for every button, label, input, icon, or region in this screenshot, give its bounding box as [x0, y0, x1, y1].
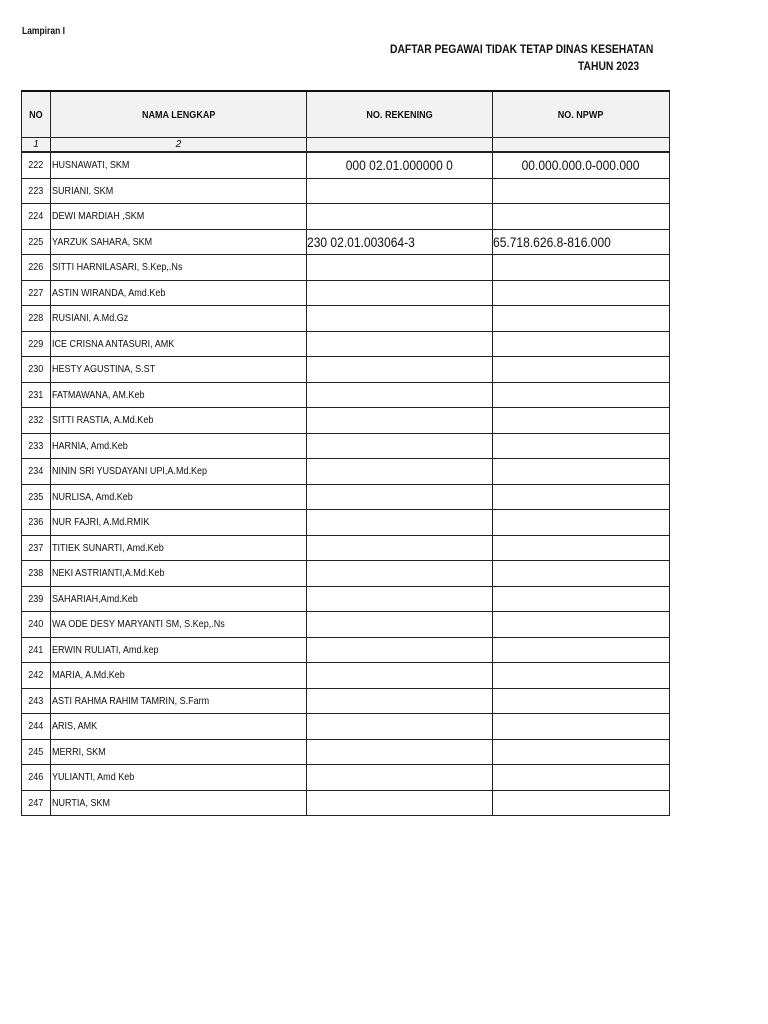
cell-no-npwp[interactable]: [493, 178, 670, 204]
cell-no-npwp[interactable]: [493, 306, 670, 332]
table-row: [22, 459, 670, 485]
cell-no-npwp[interactable]: [493, 739, 670, 765]
cell-no-rekening[interactable]: [307, 765, 493, 791]
cell-no-npwp[interactable]: [493, 586, 670, 612]
cell-nama-lengkap[interactable]: NURLISA, Amd.Keb: [51, 484, 307, 510]
cell-no[interactable]: 246: [22, 765, 51, 791]
cell-nama-lengkap[interactable]: NININ SRI YUSDAYANI UPI,A.Md.Kep: [51, 459, 307, 485]
cell-no[interactable]: 247: [22, 790, 51, 816]
table-row: [22, 765, 670, 791]
column-index-1: 1: [22, 138, 51, 153]
employee-table: [21, 90, 670, 816]
table-row: [22, 739, 670, 765]
cell-nama-lengkap[interactable]: TITIEK SUNARTI, Amd.Keb: [51, 535, 307, 561]
cell-nama-lengkap[interactable]: HARNIA, Amd.Keb: [51, 433, 307, 459]
cell-no[interactable]: 245: [22, 739, 51, 765]
cell-no[interactable]: 239: [22, 586, 51, 612]
cell-nama-lengkap[interactable]: ASTIN WIRANDA, Amd.Keb: [51, 280, 307, 306]
cell-no[interactable]: 222: [22, 152, 51, 178]
cell-nama-lengkap[interactable]: HESTY AGUSTINA, S.ST: [51, 357, 307, 383]
cell-no-npwp[interactable]: [493, 433, 670, 459]
cell-no-npwp[interactable]: [493, 637, 670, 663]
table-row: [22, 255, 670, 281]
cell-no-npwp[interactable]: [493, 612, 670, 638]
cell-nama-lengkap[interactable]: NUR FAJRI, A.Md.RMIK: [51, 510, 307, 536]
table-row: [22, 790, 670, 816]
cell-no-npwp[interactable]: [493, 204, 670, 230]
table-row: [22, 637, 670, 663]
cell-nama-lengkap[interactable]: ICE CRISNA ANTASURI, AMK: [51, 331, 307, 357]
table-row: [22, 152, 670, 178]
cell-no-rekening[interactable]: 230 02.01.003064-3: [307, 229, 493, 255]
cell-no-rekening[interactable]: 000 02.01.000000 0: [307, 152, 493, 178]
table-row: [22, 382, 670, 408]
table-row: [22, 561, 670, 587]
cell-no-rekening[interactable]: [307, 459, 493, 485]
cell-no-npwp[interactable]: [493, 459, 670, 485]
lampiran-label: Lampiran I: [22, 26, 65, 37]
table-row: [22, 229, 670, 255]
cell-no[interactable]: 241: [22, 637, 51, 663]
cell-no-rekening[interactable]: [307, 790, 493, 816]
cell-no-rekening[interactable]: [307, 306, 493, 332]
cell-no[interactable]: 244: [22, 714, 51, 740]
cell-no-rekening[interactable]: [307, 408, 493, 434]
cell-no[interactable]: 225: [22, 229, 51, 255]
cell-no[interactable]: 234: [22, 459, 51, 485]
cell-no-npwp[interactable]: 65.718.626.8-816.000: [493, 229, 670, 255]
table-row: [22, 280, 670, 306]
cell-no-rekening[interactable]: [307, 484, 493, 510]
table-row: [22, 433, 670, 459]
cell-nama-lengkap[interactable]: MARIA, A.Md.Keb: [51, 663, 307, 689]
cell-no[interactable]: 235: [22, 484, 51, 510]
column-header-no-npwp: NO. NPWP: [493, 91, 670, 138]
cell-no[interactable]: 228: [22, 306, 51, 332]
cell-no[interactable]: 240: [22, 612, 51, 638]
cell-no[interactable]: 223: [22, 178, 51, 204]
cell-nama-lengkap[interactable]: SITTI HARNILASARI, S.Kep,.Ns: [51, 255, 307, 281]
cell-no-npwp[interactable]: [493, 280, 670, 306]
cell-no-rekening[interactable]: [307, 280, 493, 306]
table-row: [22, 663, 670, 689]
cell-no-rekening[interactable]: [307, 331, 493, 357]
cell-no[interactable]: 230: [22, 357, 51, 383]
cell-no[interactable]: 224: [22, 204, 51, 230]
table-row: [22, 408, 670, 434]
cell-no-rekening[interactable]: [307, 255, 493, 281]
cell-no-rekening[interactable]: [307, 714, 493, 740]
cell-no-rekening[interactable]: [307, 612, 493, 638]
cell-no-npwp[interactable]: [493, 357, 670, 383]
cell-no-npwp[interactable]: [493, 561, 670, 587]
cell-nama-lengkap[interactable]: HUSNAWATI, SKM: [51, 152, 307, 178]
document-title: DAFTAR PEGAWAI TIDAK TETAP DINAS KESEHATAN: [390, 42, 654, 56]
table-row: [22, 331, 670, 357]
cell-no-rekening[interactable]: [307, 178, 493, 204]
cell-nama-lengkap[interactable]: NEKI ASTRIANTI,A.Md.Keb: [51, 561, 307, 587]
cell-no[interactable]: 226: [22, 255, 51, 281]
cell-no[interactable]: 229: [22, 331, 51, 357]
cell-no-npwp[interactable]: [493, 535, 670, 561]
cell-no-npwp[interactable]: [493, 714, 670, 740]
table-row: [22, 612, 670, 638]
cell-nama-lengkap[interactable]: MERRI, SKM: [51, 739, 307, 765]
cell-nama-lengkap[interactable]: SAHARIAH,Amd.Keb: [51, 586, 307, 612]
table-row: [22, 357, 670, 383]
cell-no-npwp[interactable]: [493, 510, 670, 536]
cell-no-npwp[interactable]: [493, 765, 670, 791]
cell-no-rekening[interactable]: [307, 663, 493, 689]
table-row: [22, 306, 670, 332]
column-header-nama-lengkap: NAMA LENGKAP: [51, 91, 307, 138]
cell-no-rekening[interactable]: [307, 688, 493, 714]
cell-no-rekening[interactable]: [307, 510, 493, 536]
cell-no-rekening[interactable]: [307, 637, 493, 663]
column-index-4: [493, 138, 670, 153]
cell-no-rekening[interactable]: [307, 357, 493, 383]
cell-no-npwp[interactable]: 00.000.000.0-000.000: [493, 152, 670, 178]
cell-no[interactable]: 236: [22, 510, 51, 536]
cell-no[interactable]: 238: [22, 561, 51, 587]
cell-no[interactable]: 231: [22, 382, 51, 408]
cell-no-rekening[interactable]: [307, 586, 493, 612]
table-row: [22, 204, 670, 230]
cell-no[interactable]: 242: [22, 663, 51, 689]
cell-no-rekening[interactable]: [307, 382, 493, 408]
table-row: [22, 178, 670, 204]
column-index-row: [22, 138, 670, 153]
table-row: [22, 510, 670, 536]
cell-nama-lengkap[interactable]: WA ODE DESY MARYANTI SM, S.Kep,.Ns: [51, 612, 307, 638]
cell-no-npwp[interactable]: [493, 255, 670, 281]
cell-nama-lengkap[interactable]: ERWIN RULIATI, Amd.kep: [51, 637, 307, 663]
table-header-row: [22, 91, 670, 138]
cell-no-rekening[interactable]: [307, 739, 493, 765]
column-header-no-rekening: NO. REKENING: [307, 91, 493, 138]
cell-no-npwp[interactable]: [493, 688, 670, 714]
cell-nama-lengkap[interactable]: DEWI MARDIAH ,SKM: [51, 204, 307, 230]
table-row: [22, 586, 670, 612]
cell-no-npwp[interactable]: [493, 663, 670, 689]
cell-no[interactable]: 243: [22, 688, 51, 714]
document-year: TAHUN 2023: [578, 59, 640, 73]
column-index-3: [307, 138, 493, 153]
cell-no-rekening[interactable]: [307, 433, 493, 459]
cell-no[interactable]: 232: [22, 408, 51, 434]
column-header-no: NO: [22, 91, 51, 138]
cell-no-npwp[interactable]: [493, 382, 670, 408]
table-row: [22, 714, 670, 740]
cell-no[interactable]: 227: [22, 280, 51, 306]
cell-no-npwp[interactable]: [493, 331, 670, 357]
cell-no-rekening[interactable]: [307, 561, 493, 587]
cell-no-rekening[interactable]: [307, 535, 493, 561]
table-row: [22, 484, 670, 510]
cell-nama-lengkap[interactable]: FATMAWANA, AM.Keb: [51, 382, 307, 408]
cell-nama-lengkap[interactable]: SITTI RASTIA, A.Md.Keb: [51, 408, 307, 434]
cell-nama-lengkap[interactable]: YARZUK SAHARA, SKM: [51, 229, 307, 255]
cell-no-rekening[interactable]: [307, 204, 493, 230]
cell-no[interactable]: 233: [22, 433, 51, 459]
cell-nama-lengkap[interactable]: SURIANI, SKM: [51, 178, 307, 204]
cell-nama-lengkap[interactable]: RUSIANI, A.Md.Gz: [51, 306, 307, 332]
cell-no-npwp[interactable]: [493, 408, 670, 434]
cell-nama-lengkap[interactable]: NURTIA, SKM: [51, 790, 307, 816]
cell-nama-lengkap[interactable]: ARIS, AMK: [51, 714, 307, 740]
table-row: [22, 535, 670, 561]
column-index-2: 2: [51, 138, 307, 153]
cell-no[interactable]: 237: [22, 535, 51, 561]
cell-no-npwp[interactable]: [493, 484, 670, 510]
table-row: [22, 688, 670, 714]
cell-nama-lengkap[interactable]: YULIANTI, Amd Keb: [51, 765, 307, 791]
cell-no-npwp[interactable]: [493, 790, 670, 816]
cell-nama-lengkap[interactable]: ASTI RAHMA RAHIM TAMRIN, S.Farm: [51, 688, 307, 714]
